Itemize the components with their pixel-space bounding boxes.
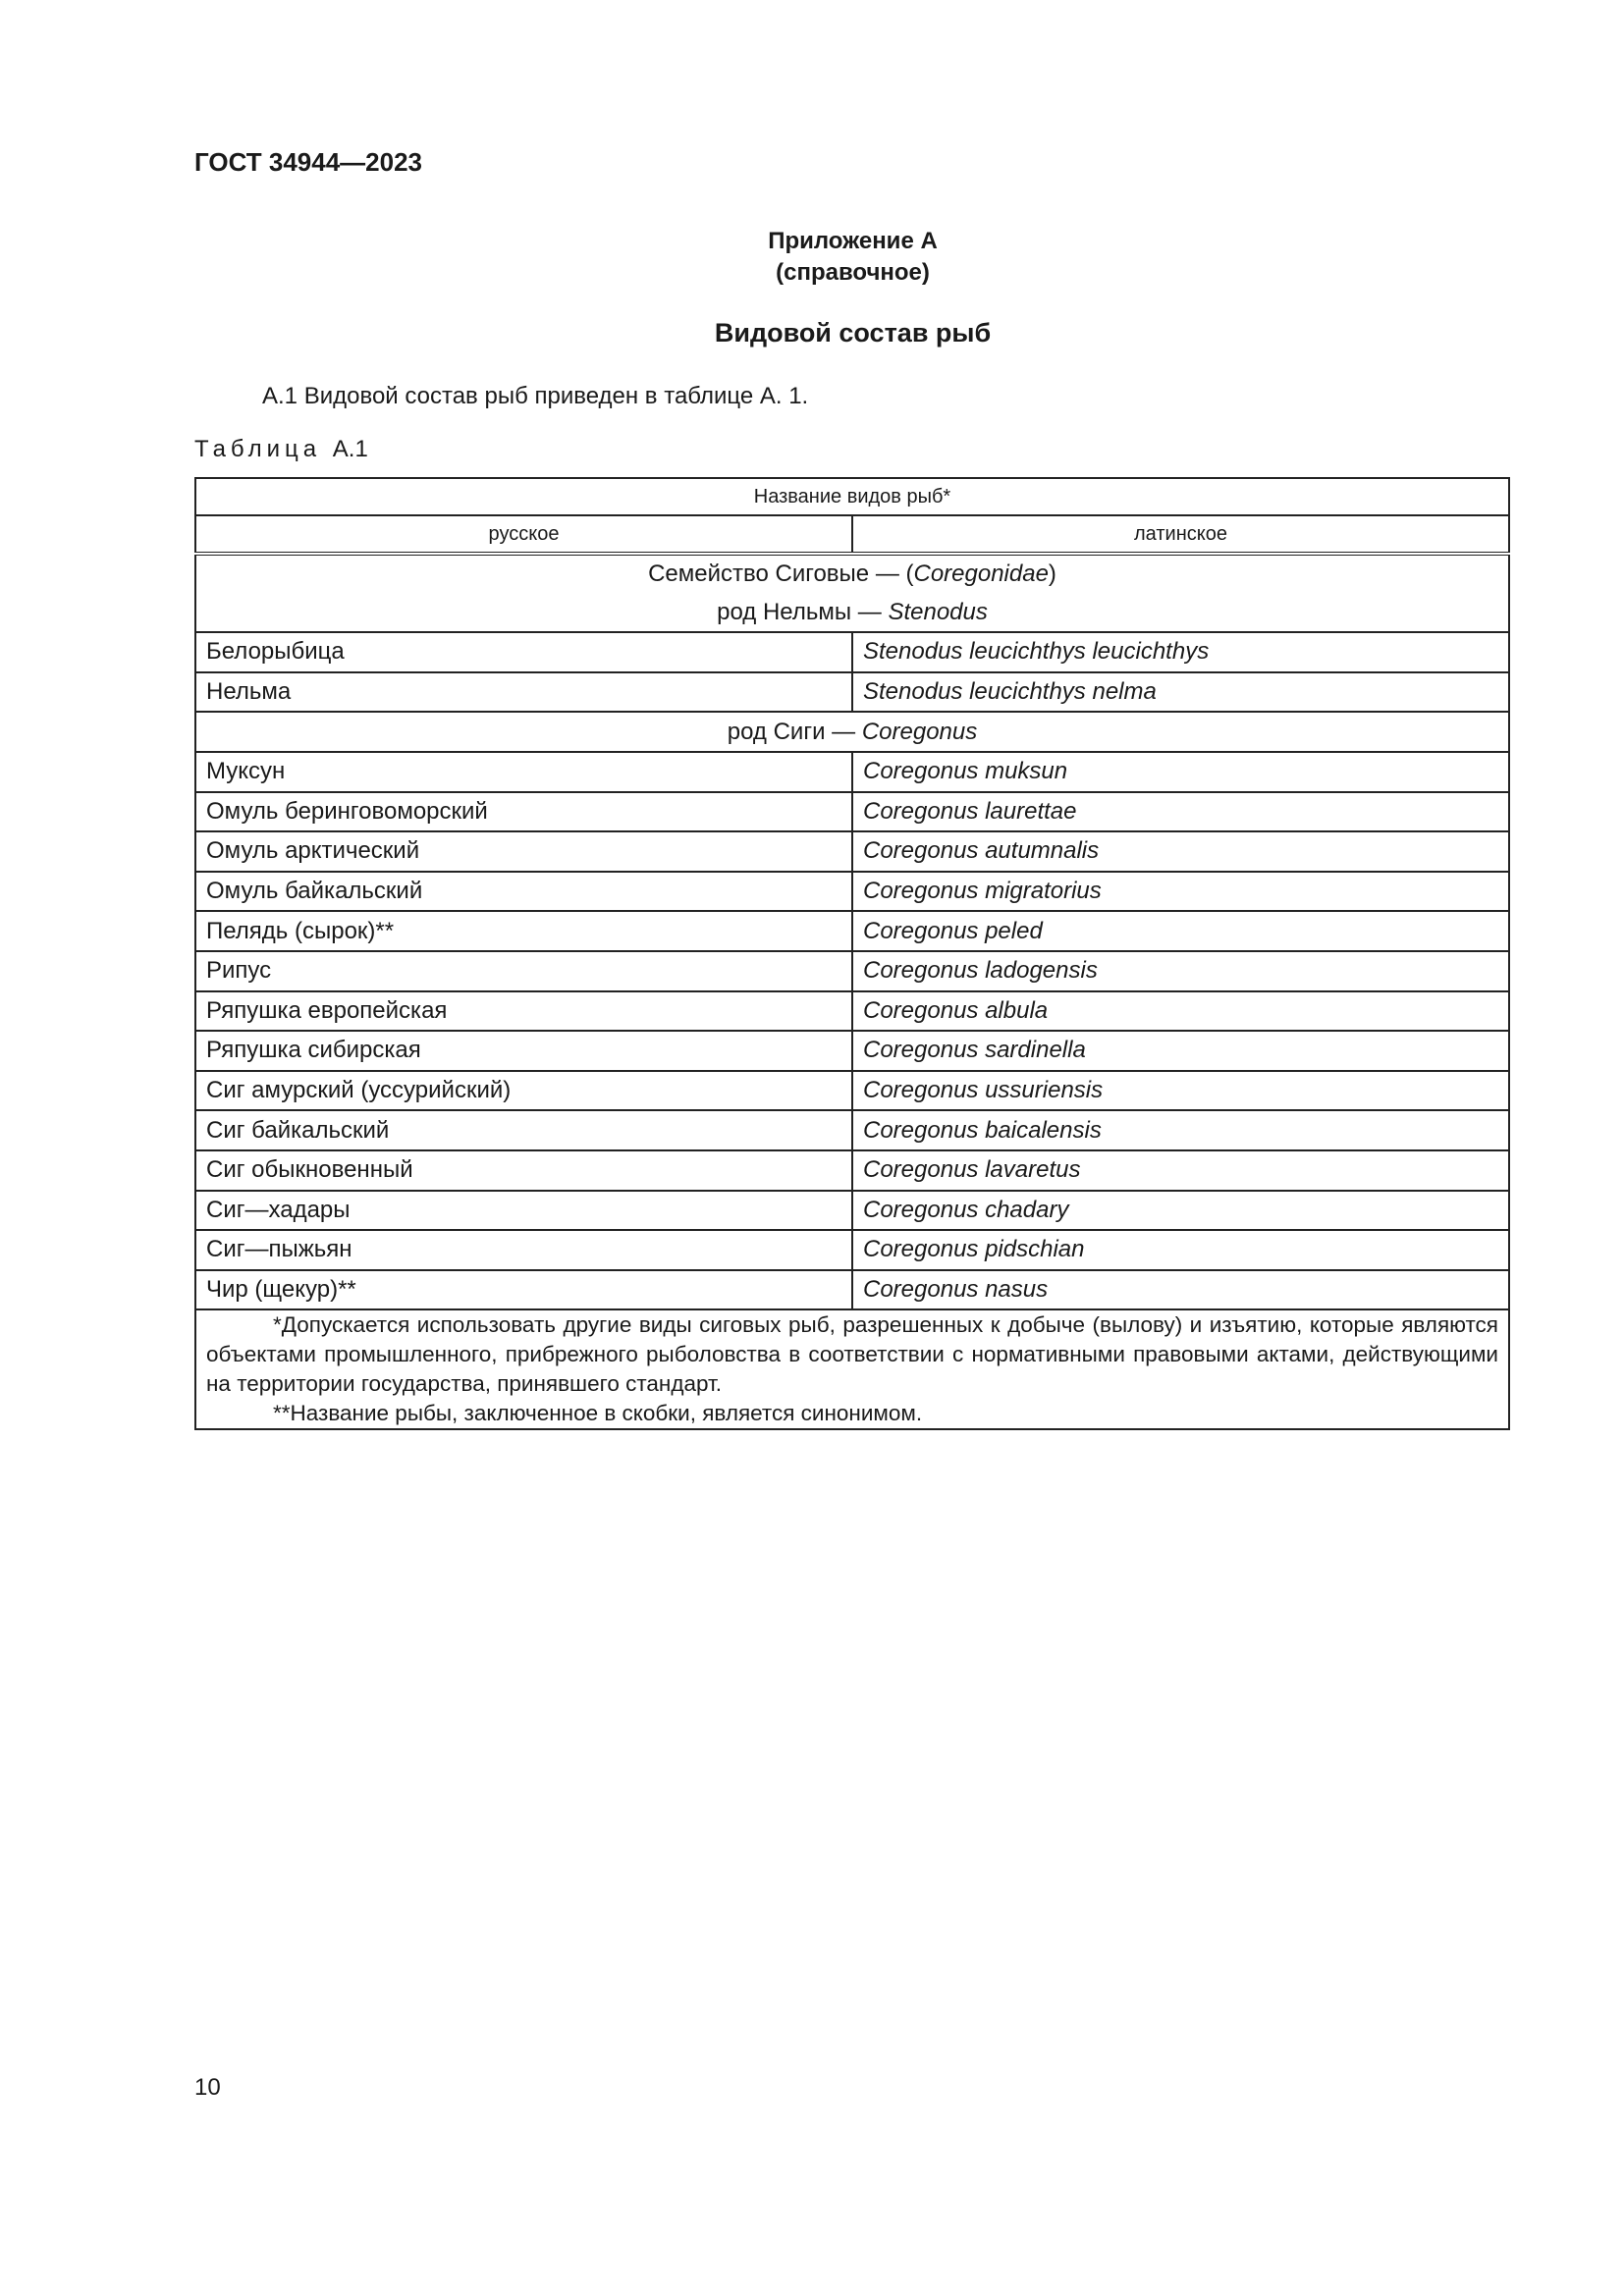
species-name-latin: Coregonus sardinella xyxy=(852,1031,1509,1071)
table-caption-number: А.1 xyxy=(332,436,368,462)
genus-cell-coregonus xyxy=(195,712,1509,752)
table-row xyxy=(195,1110,1509,1150)
annex-heading xyxy=(0,226,1624,289)
species-name-latin: Stenodus leucichthys nelma xyxy=(852,672,1509,713)
genus-cell-stenodus xyxy=(195,594,1509,633)
table-header-main: Название видов рыб* xyxy=(195,478,1509,515)
table-row xyxy=(195,1150,1509,1191)
annex-subtitle: (справочное) xyxy=(776,259,930,286)
table-row xyxy=(195,1031,1509,1071)
species-name-russian: Ряпушка сибирская xyxy=(195,1031,852,1071)
species-name-latin: Coregonus autumnalis xyxy=(852,831,1509,872)
table-row xyxy=(195,911,1509,951)
genus-row-coregonus xyxy=(195,712,1509,752)
species-name-russian: Ряпушка европейская xyxy=(195,991,852,1032)
notes-cell xyxy=(195,1309,1509,1429)
family-prefix: Семейство Сиговые — ( xyxy=(648,561,914,588)
notes-row xyxy=(195,1309,1509,1429)
table-subheader-row xyxy=(195,515,1509,554)
genus-prefix: род Нельмы — xyxy=(717,598,889,625)
species-name-russian: Муксун xyxy=(195,752,852,792)
species-name-russian: Сиг байкальский xyxy=(195,1110,852,1150)
table-row xyxy=(195,1191,1509,1231)
species-name-russian: Белорыбица xyxy=(195,632,852,672)
table-row xyxy=(195,951,1509,991)
table-row xyxy=(195,831,1509,872)
species-name-latin: Coregonus chadary xyxy=(852,1191,1509,1231)
fish-species-table xyxy=(194,477,1510,1430)
table-row xyxy=(195,632,1509,672)
species-name-russian: Пелядь (сырок)** xyxy=(195,911,852,951)
species-name-russian: Омуль арктический xyxy=(195,831,852,872)
species-name-russian: Омуль беринговоморский xyxy=(195,792,852,832)
genus-latin: Coregonus xyxy=(861,718,978,745)
species-name-russian: Сиг—пыжьян xyxy=(195,1230,852,1270)
species-name-russian: Чир (щекур)** xyxy=(195,1270,852,1310)
genus-prefix: род Сиги — xyxy=(727,718,862,745)
family-latin: Coregonidae xyxy=(913,561,1049,588)
species-name-latin: Stenodus leucichthys leucichthys xyxy=(852,632,1509,672)
table-row xyxy=(195,752,1509,792)
species-name-russian: Сиг амурский (уссурийский) xyxy=(195,1071,852,1111)
table-caption-word: Таблица xyxy=(194,436,322,462)
document-code: ГОСТ 34944—2023 xyxy=(194,147,422,177)
species-name-latin: Coregonus albula xyxy=(852,991,1509,1032)
species-name-russian: Рипус xyxy=(195,951,852,991)
table-row xyxy=(195,1230,1509,1270)
species-name-latin: Coregonus ussuriensis xyxy=(852,1071,1509,1111)
species-name-russian: Сиг—хадары xyxy=(195,1191,852,1231)
page-number: 10 xyxy=(194,2074,221,2101)
table-row xyxy=(195,991,1509,1032)
intro-paragraph: А.1 Видовой состав рыб приведен в таблице А. 1. xyxy=(262,383,809,409)
species-name-russian: Нельма xyxy=(195,672,852,713)
genus-row-stenodus xyxy=(195,594,1509,633)
footnote-1: *Допускается использовать другие виды сиговых рыб, разрешенных к добыче (вылову) и изъятию, которые являются объектами промышленного, прибрежного рыболовства в соответствии с нормативными правовыми актами, действующими на территории государства, принявшего стандарт. xyxy=(206,1312,1498,1397)
footnote-2: **Название рыбы, заключенное в скобки, является синонимом. xyxy=(273,1401,923,1426)
table-row xyxy=(195,792,1509,832)
species-name-latin: Coregonus nasus xyxy=(852,1270,1509,1310)
species-name-latin: Coregonus migratorius xyxy=(852,872,1509,912)
table-header-row xyxy=(195,478,1509,515)
species-name-latin: Coregonus muksun xyxy=(852,752,1509,792)
species-name-latin: Coregonus baicalensis xyxy=(852,1110,1509,1150)
species-name-latin: Coregonus ladogensis xyxy=(852,951,1509,991)
family-row xyxy=(195,554,1509,594)
table-row xyxy=(195,872,1509,912)
table-caption xyxy=(194,436,368,463)
family-suffix: ) xyxy=(1048,561,1056,588)
annex-title: Приложение А xyxy=(768,228,938,254)
table-body xyxy=(195,554,1509,1429)
column-header-latin: латинское xyxy=(852,515,1509,554)
species-name-latin: Coregonus peled xyxy=(852,911,1509,951)
column-header-russian: русское xyxy=(195,515,852,554)
family-cell xyxy=(195,554,1509,594)
species-name-latin: Coregonus pidschian xyxy=(852,1230,1509,1270)
species-name-latin: Coregonus laurettae xyxy=(852,792,1509,832)
genus-latin: Stenodus xyxy=(888,598,988,625)
species-name-russian: Омуль байкальский xyxy=(195,872,852,912)
table-row xyxy=(195,1071,1509,1111)
table-row xyxy=(195,1270,1509,1310)
species-name-russian: Сиг обыкновенный xyxy=(195,1150,852,1191)
section-title: Видовой состав рыб xyxy=(714,318,992,347)
table-row xyxy=(195,672,1509,713)
species-name-latin: Coregonus lavaretus xyxy=(852,1150,1509,1191)
